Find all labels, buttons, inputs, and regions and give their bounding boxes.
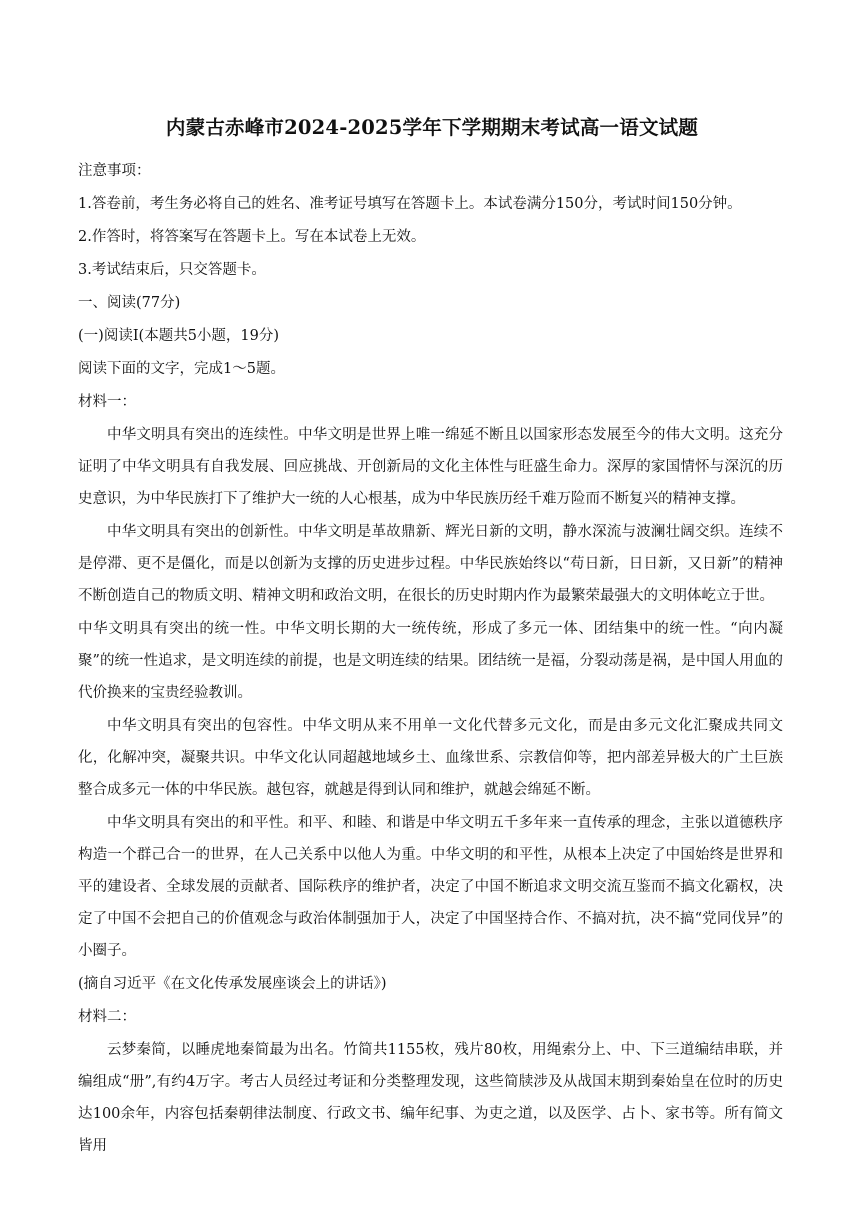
material-1-paragraph: 中华文明具有突出的和平性。和平、和睦、和谐是中华文明五千多年来一直传承的理念，主张以道德秩序构造一个群己合一的世界，在人己关系中以他人为重。中华文明的和平性，从根本上决定了中国始终是世界和平的建设者、全球发展的贡献者、国际秩序的维护者，决定了中国不断追求文明交流互鉴而不搞文化霸权，决定了中国不会把自己的价值观念与政治体制强加于人，决定了中国坚持合作、不搞对抗，决不搞“党同伐异”的小圈子。 bbox=[78, 815, 783, 959]
reading-instruction: 阅读下面的文字，完成1～5题。 bbox=[78, 361, 285, 377]
notice-heading: 注意事项： bbox=[78, 163, 151, 179]
material-1-paragraph: 中华文明具有突出的创新性。中华文明是革故鼎新、辉光日新的文明，静水深流与波澜壮阔交织。连续不是停滞、更不是僵化，而是以创新为支撑的历史进步过程。中华民族始终以“苟日新，日日新，又日新”的精神不断创造自己的物质文明、精神文明和政治文明，在很长的历史时期内作为最繁荣最强大的文明体屹立于世。 bbox=[78, 524, 783, 604]
material-1-paragraph: 中华文明具有突出的统一性。中华文明长期的大一统传统，形成了多元一体、团结集中的统一性。“向内凝聚”的统一性追求，是文明连续的前提，也是文明连续的结果。团结统一是福，分裂动荡是祸，是中国人用血的代价换来的宝贵经验教训。 bbox=[78, 621, 783, 701]
section-heading-reading: 一、阅读(77分) bbox=[78, 295, 181, 311]
notice-item-3: 3.考试结束后，只交答题卡。 bbox=[78, 262, 266, 278]
notice-item-2: 2.作答时，将答案写在答题卡上。写在本试卷上无效。 bbox=[78, 229, 426, 245]
subsection-heading-reading-1: (一)阅读Ⅰ(本题共5小题，19分) bbox=[78, 328, 280, 344]
document-title: 内蒙古赤峰市2024-2025学年下学期期末考试高一语文试题 bbox=[165, 116, 699, 139]
material-1-label: 材料一： bbox=[78, 394, 136, 410]
material-1-paragraph: 中华文明具有突出的包容性。中华文明从来不用单一文化代替多元文化，而是由多元文化汇聚成共同文化，化解冲突，凝聚共识。中华文化认同超越地域乡土、血缘世系、宗教信仰等，把内部差异极大的广土巨族整合成多元一体的中华民族。越包容，就越是得到认同和维护，就越会绵延不断。 bbox=[78, 718, 783, 798]
material-2-paragraph: 云梦秦简，以睡虎地秦简最为出名。竹简共1155枚，残片80枚，用绳索分上、中、下三道编结串联，并编组成“册”,有约4万字。考古人员经过考证和分类整理发现，这些简牍涉及从战国末期到秦始皇在位时的历史达100余年，内容包括秦朝律法制度、行政文书、编年纪事、为吏之道，以及医学、占卜、家书等。所有简文皆用 bbox=[78, 1042, 783, 1154]
material-1-paragraph: 中华文明具有突出的连续性。中华文明是世界上唯一绵延不断且以国家形态发展至今的伟大文明。这充分证明了中华文明具有自我发展、回应挑战、开创新局的文化主体性与旺盛生命力。深厚的家国情怀与深沉的历史意识，为中华民族打下了维护大一统的人心根基，成为中华民族历经千难万险而不断复兴的精神支撑。 bbox=[78, 427, 783, 507]
material-1-source: (摘自习近平《在文化传承发展座谈会上的讲话》) bbox=[78, 976, 387, 992]
material-2-label: 材料二： bbox=[78, 1009, 136, 1025]
notice-item-1: 1.答卷前，考生务必将自己的姓名、准考证号填写在答题卡上。本试卷满分150分，考试时间150分钟。 bbox=[78, 196, 742, 212]
document-page bbox=[78, 112, 783, 1163]
